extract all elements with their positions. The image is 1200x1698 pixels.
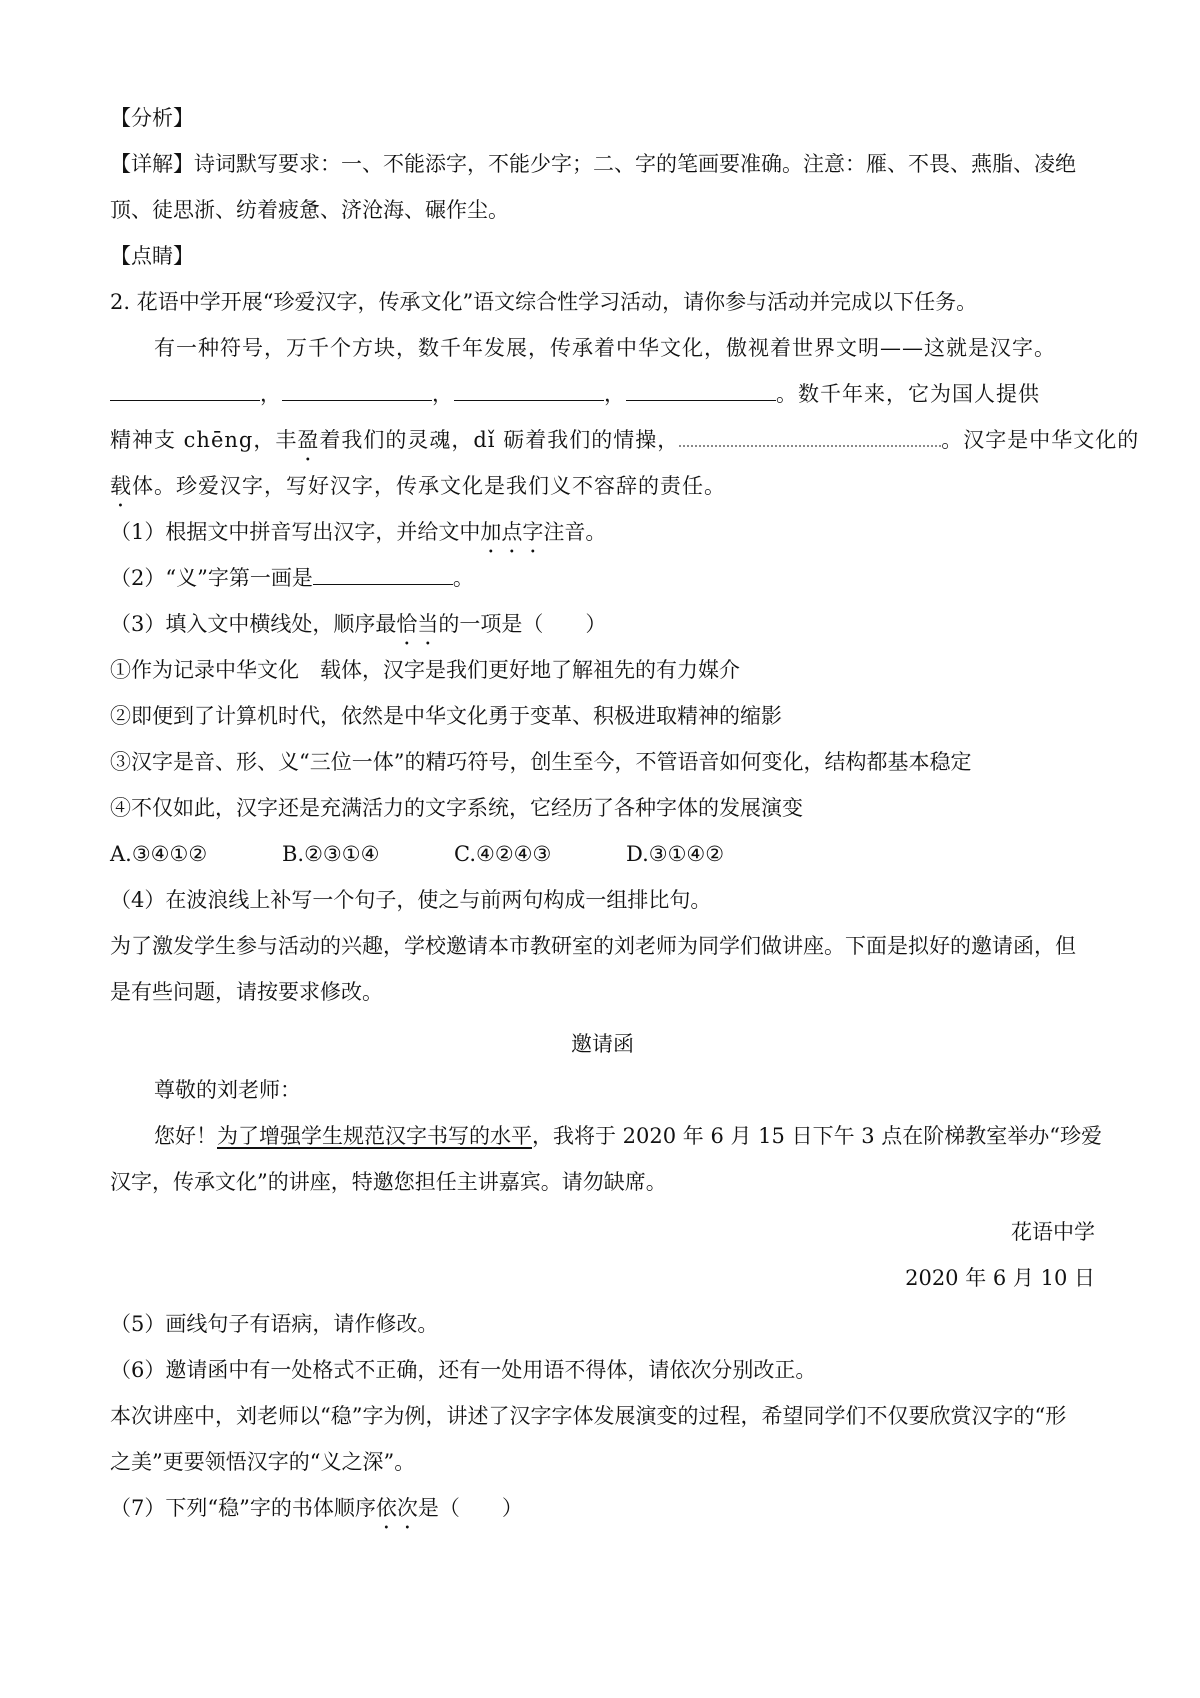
answer-blank-2[interactable] — [282, 382, 432, 401]
dotted-char: 字 — [522, 520, 544, 544]
lecture-line-2: 之美”更要领悟汉字的“义之深”。 — [110, 1450, 416, 1474]
dotted-char: 次 — [396, 1496, 418, 1520]
answer-blank-3[interactable] — [454, 382, 604, 401]
dotted-char: 盈 — [297, 428, 320, 452]
letter-text: ，我将于 2020 年 6 月 15 日下午 3 点在阶梯教室举办“珍爱 — [532, 1124, 1103, 1148]
letter-sender: 花语中学 — [1011, 1220, 1095, 1244]
question-text: （7）下列“稳”字的书体顺序 — [110, 1496, 376, 1520]
passage-line-2 — [110, 371, 1095, 417]
passage-line-2-tail: 。数千年来，它为国人提供 — [776, 382, 1040, 406]
dotted-char: 点 — [501, 520, 523, 544]
comma: ， — [432, 382, 454, 406]
sub-question-5: （5）画线句子有语病，请作修改。 — [110, 1312, 439, 1336]
invitation-intro-1: 为了激发学生参与活动的兴趣，学校邀请本市教研室的刘老师为同学们做讲座。下面是拟好的邀请函，但 — [110, 934, 1076, 958]
sub-question-3 — [110, 601, 1095, 647]
remark-heading: 【点睛】 — [110, 244, 194, 268]
letter-salutation: 尊敬的刘老师： — [154, 1078, 301, 1102]
question-text: （2）“义”字第一画是 — [110, 566, 313, 590]
letter-body-2: 汉字，传承文化”的讲座，特邀您担任主讲嘉宾。请勿缺席。 — [110, 1170, 667, 1194]
sub-question-7 — [110, 1485, 1095, 1531]
underlined-sentence: 为了增强学生规范汉字书写的水平 — [217, 1124, 532, 1148]
choice-item-1: ①作为记录中华文化 载体，汉字是我们更好地了解祖先的有力媒介 — [110, 658, 740, 682]
comma: ， — [260, 382, 282, 406]
passage-line-4 — [110, 463, 1095, 509]
passage-text: 。汉字是中华文化的 — [941, 428, 1140, 452]
question-2-intro: 2. 花语中学开展“珍爱汉字，传承文化”语文综合性学习活动，请你参与活动并完成以下任务。 — [110, 290, 978, 314]
comma: ， — [604, 382, 626, 406]
passage-text: 体。珍爱汉字，写好汉字，传承文化是我们义不容辞的责任。 — [132, 474, 726, 498]
dotted-char: 依 — [375, 1496, 397, 1520]
sub-question-6: （6）邀请函中有一处格式不正确，还有一处用语不得体，请依次分别改正。 — [110, 1358, 817, 1382]
option-b[interactable]: B.②③①④ — [282, 842, 380, 866]
question-text: 的一项是（ ） — [438, 612, 607, 636]
passage-text: 精神支 chēng，丰 — [110, 428, 298, 452]
letter-title: 邀请函 — [571, 1032, 634, 1056]
sub-question-1 — [110, 509, 1095, 555]
option-c[interactable]: C.④②④③ — [454, 842, 552, 866]
analysis-heading: 【分析】 — [110, 106, 194, 130]
answer-blank-1[interactable] — [110, 382, 260, 401]
question-text: 是（ ） — [417, 1496, 523, 1520]
dotted-char: 载 — [110, 474, 132, 498]
document-page — [110, 95, 1140, 1531]
wavy-answer-line[interactable] — [679, 433, 941, 447]
passage-line-1: 有一种符号，万千个方块，数千年发展，传承着中华文化，傲视着世界文明——这就是汉字。 — [154, 336, 1056, 360]
question-text: 注音。 — [543, 520, 607, 544]
question-text: （3）填入文中横线处，顺序最 — [110, 612, 397, 636]
answer-blank[interactable] — [313, 566, 453, 585]
choice-item-3: ③汉字是音、形、义“三位一体”的精巧符号，创生至今，不管语音如何变化，结构都基本稳定 — [110, 750, 972, 774]
answer-options — [110, 831, 1095, 877]
answer-blank-4[interactable] — [626, 382, 776, 401]
invitation-intro-2: 是有些问题，请按要求修改。 — [110, 980, 383, 1004]
sub-question-2 — [110, 555, 1095, 601]
explanation-line-1: 【详解】诗词默写要求：一、不能添字，不能少字；二、字的笔画要准确。注意：雁、不畏、燕脂、凌绝 — [110, 152, 1076, 176]
dotted-char: 恰 — [396, 612, 418, 636]
sub-question-4: （4）在波浪线上补写一个句子，使之与前两句构成一组排比句。 — [110, 888, 712, 912]
option-a[interactable]: A.③④①② — [110, 842, 208, 866]
choice-item-2: ②即便到了计算机时代，依然是中华文化勇于变革、积极进取精神的缩影 — [110, 704, 782, 728]
passage-text: 着我们的灵魂，dǐ 砺着我们的情操， — [319, 428, 680, 452]
option-d[interactable]: D.③①④② — [626, 842, 725, 866]
question-text: （1）根据文中拼音写出汉字，并给文中 — [110, 520, 481, 544]
letter-body-1 — [110, 1113, 1103, 1159]
letter-text: 您好！ — [154, 1124, 217, 1148]
question-text: 。 — [452, 566, 474, 590]
dotted-char: 当 — [417, 612, 439, 636]
passage-line-3 — [110, 417, 1140, 463]
explanation-line-2: 顶、徒思浙、纺着疲惫、济沧海、碾作尘。 — [110, 198, 509, 222]
choice-item-4: ④不仅如此，汉字还是充满活力的文字系统，它经历了各种字体的发展演变 — [110, 796, 803, 820]
dotted-char: 加 — [480, 520, 502, 544]
letter-date: 2020 年 6 月 10 日 — [905, 1266, 1095, 1290]
lecture-line-1: 本次讲座中，刘老师以“稳”字为例，讲述了汉字字体发展演变的过程，希望同学们不仅要欣赏汉字的“形 — [110, 1404, 1067, 1428]
